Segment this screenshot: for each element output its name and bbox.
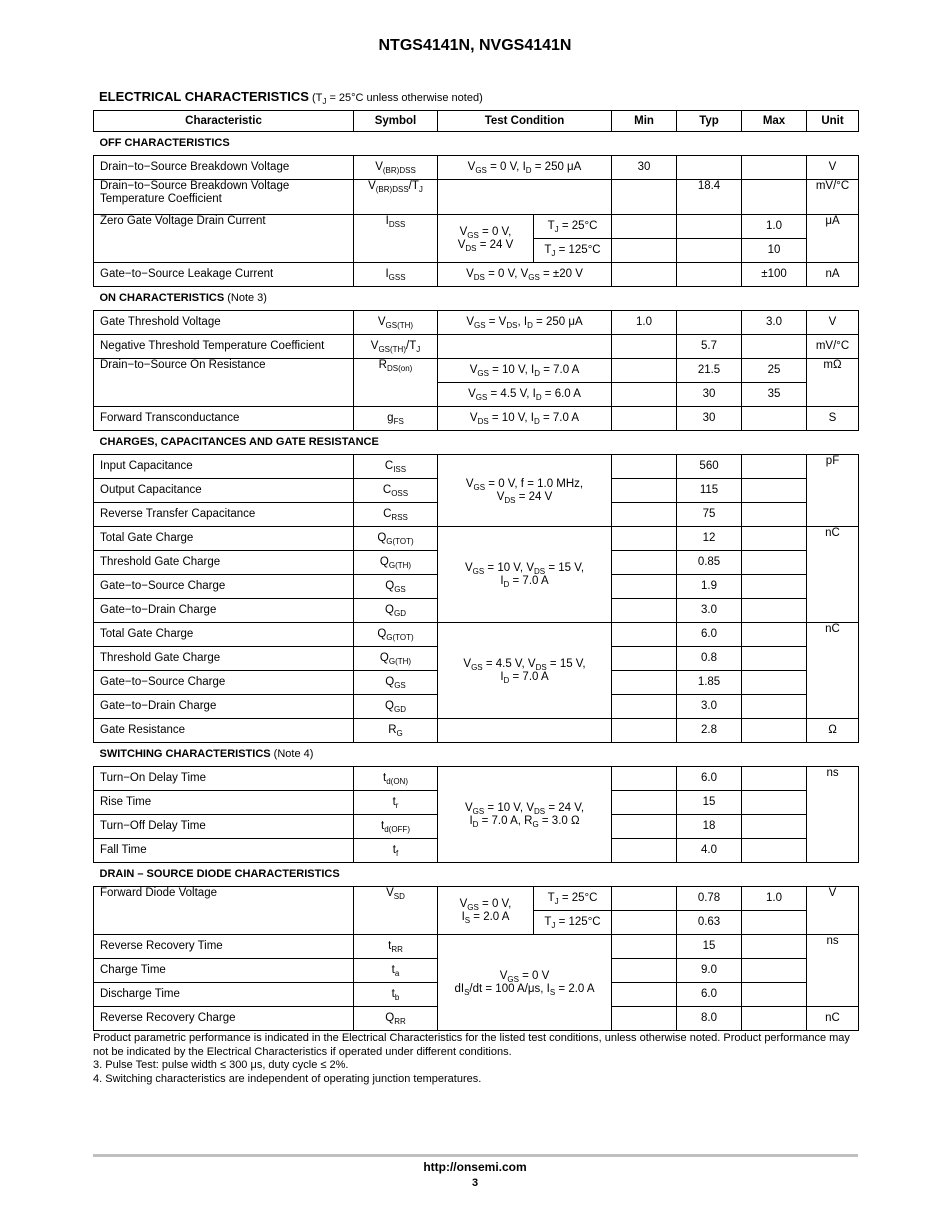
section-charges: CHARGES, CAPACITANCES AND GATE RESISTANCE [94, 431, 859, 455]
table-row: Gate Resistance $R_G$ 2.8 Ω [94, 719, 859, 743]
table-row: Drain−to−Source Breakdown Voltage Temperature Coefficient $V_{(BR)DSS}/T_J$ 18.4 mV/°C [94, 180, 859, 215]
table-row: Discharge Time $t_b$ 6.0 [94, 983, 859, 1007]
document-title: NTGS4141N, NVGS4141N [378, 37, 572, 54]
table-row: Zero Gate Voltage Drain Current $I_{DSS}$ $V_{GS} = 0$ V, $V_{DS} = 24$ V $T_J = 25^\circ C$ 1.0 μA [94, 215, 859, 239]
page-number: 3 [471, 1177, 479, 1189]
footer-divider [93, 1154, 858, 1157]
section-switching: SWITCHING CHARACTERISTICS (Note 4) [94, 743, 859, 767]
table-row: Gate−to−Drain Charge $Q_{GD}$ 3.0 [94, 695, 859, 719]
header-unit: Unit [807, 111, 859, 132]
header-test-condition: Test Condition [438, 111, 612, 132]
table-row: Total Gate Charge $Q_{G(TOT)}$ $V_{GS} = 4.5$ V, $V_{DS} = 15$ V, $I_D = 7.0$ A 6.0 nC [94, 623, 859, 647]
footer-url: http://onsemi.com [423, 1160, 527, 1174]
table-row: Turn−On Delay Time $t_{d(ON)}$ $V_{GS} = 10$ V, $V_{DS} = 24$ V, $I_D = 7.0$ A, $R_G = 3.0$ Ω 6.0 ns [94, 767, 859, 791]
table-row: Fall Time $t_f$ 4.0 [94, 839, 859, 863]
header-characteristic: Characteristic [94, 111, 354, 132]
header-row [94, 111, 859, 132]
table-row: Gate−to−Source Charge $Q_{GS}$ 1.9 [94, 575, 859, 599]
electrical-characteristics-table [93, 110, 859, 1031]
caption-title: ELECTRICAL CHARACTERISTICS [99, 89, 309, 104]
table-row: Input Capacitance $C_{ISS}$ $V_{GS} = 0$ V, f = 1.0 MHz, $V_{DS} = 24$ V 560 pF [94, 455, 859, 479]
table-row: $T_J = 125^\circ C$ 10 [94, 239, 859, 263]
table-row: $T_J = 125^\circ C$ 0.63 [94, 911, 859, 935]
table-row: Negative Threshold Temperature Coefficient $V_{GS(TH)}/T_J$ 5.7 mV/°C [94, 335, 859, 359]
table-row: Output Capacitance $C_{OSS}$ 115 [94, 479, 859, 503]
table-row: Forward Transconductance $g_{FS}$ $V_{DS} = 10$ V, $I_D = 7.0$ A 30 S [94, 407, 859, 431]
table-row: Reverse Recovery Charge $Q_{RR}$ 8.0 nC [94, 1007, 859, 1031]
table-row: Drain−to−Source On Resistance $R_{DS(on)}$ $V_{GS} = 10$ V, $I_D = 7.0$ A 21.5 25 mΩ [94, 359, 859, 383]
header-symbol: Symbol [354, 111, 438, 132]
table-row: Forward Diode Voltage $V_{SD}$ $V_{GS} = 0$ V, $I_S = 2.0$ A $T_J = 25^\circ C$ 0.78 1.0 V [94, 887, 859, 911]
table-row: $V_{GS} = 4.5$ V, $I_D = 6.0$ A 30 35 [94, 383, 859, 407]
header-typ: Typ [677, 111, 742, 132]
table-row: Rise Time $t_r$ 15 [94, 791, 859, 815]
table-row: Drain−to−Source Breakdown Voltage $V_{(BR)DSS}$ $V_{GS} = 0$ V, $I_D = 250$ μA 30 V [94, 156, 859, 180]
table-row: Gate Threshold Voltage $V_{GS(TH)}$ $V_{GS} = V_{DS}$, $I_D = 250$ μA 1.0 3.0 V [94, 311, 859, 335]
table-row: Threshold Gate Charge $Q_{G(TH)}$ 0.8 [94, 647, 859, 671]
table-row: Reverse Recovery Time $t_{RR}$ $V_{GS} = 0$ V $dI_S/dt = 100$ A/μs, $I_S = 2.0$ A 15 ns [94, 935, 859, 959]
table-row: Gate−to−Source Charge $Q_{GS}$ 1.85 [94, 671, 859, 695]
section-off: OFF CHARACTERISTICS [94, 132, 859, 156]
header-min: Min [612, 111, 677, 132]
table-row: Gate−to−Source Leakage Current $I_{GSS}$ $V_{DS} = 0$ V, $V_{GS} = \pm 20$ V ±100 nA [94, 263, 859, 287]
notes-paragraph: Product parametric performance is indicated in the Electrical Characteristics for the listed test conditions, unless otherwise noted. Product performance may not be indicated by the Electrical Characteristics if operated under different conditions. [93, 1032, 850, 1058]
section-diode: DRAIN – SOURCE DIODE CHARACTERISTICS [94, 863, 859, 887]
table-row: Gate−to−Drain Charge $Q_{GD}$ 3.0 [94, 599, 859, 623]
note-3: 3. Pulse Test: pulse width ≤ 300 μs, duty cycle ≤ 2%. [93, 1059, 349, 1071]
section-on: ON CHARACTERISTICS (Note 3) [94, 287, 859, 311]
caption-condition: ($T_J = 25^\circ C$ unless otherwise noted) [312, 92, 483, 106]
table-row: Charge Time $t_a$ 9.0 [94, 959, 859, 983]
header-max: Max [742, 111, 807, 132]
table-row: Total Gate Charge $Q_{G(TOT)}$ $V_{GS} = 10$ V, $V_{DS} = 15$ V, $I_D = 7.0$ A 12 nC [94, 527, 859, 551]
note-4: 4. Switching characteristics are independent of operating junction temperatures. [93, 1072, 482, 1085]
table-notes [93, 1032, 858, 1086]
table-caption [99, 89, 483, 104]
table-row: Threshold Gate Charge $Q_{G(TH)}$ 0.85 [94, 551, 859, 575]
table-row: Reverse Transfer Capacitance $C_{RSS}$ 75 [94, 503, 859, 527]
table-row: Turn−Off Delay Time $t_{d(OFF)}$ 18 [94, 815, 859, 839]
